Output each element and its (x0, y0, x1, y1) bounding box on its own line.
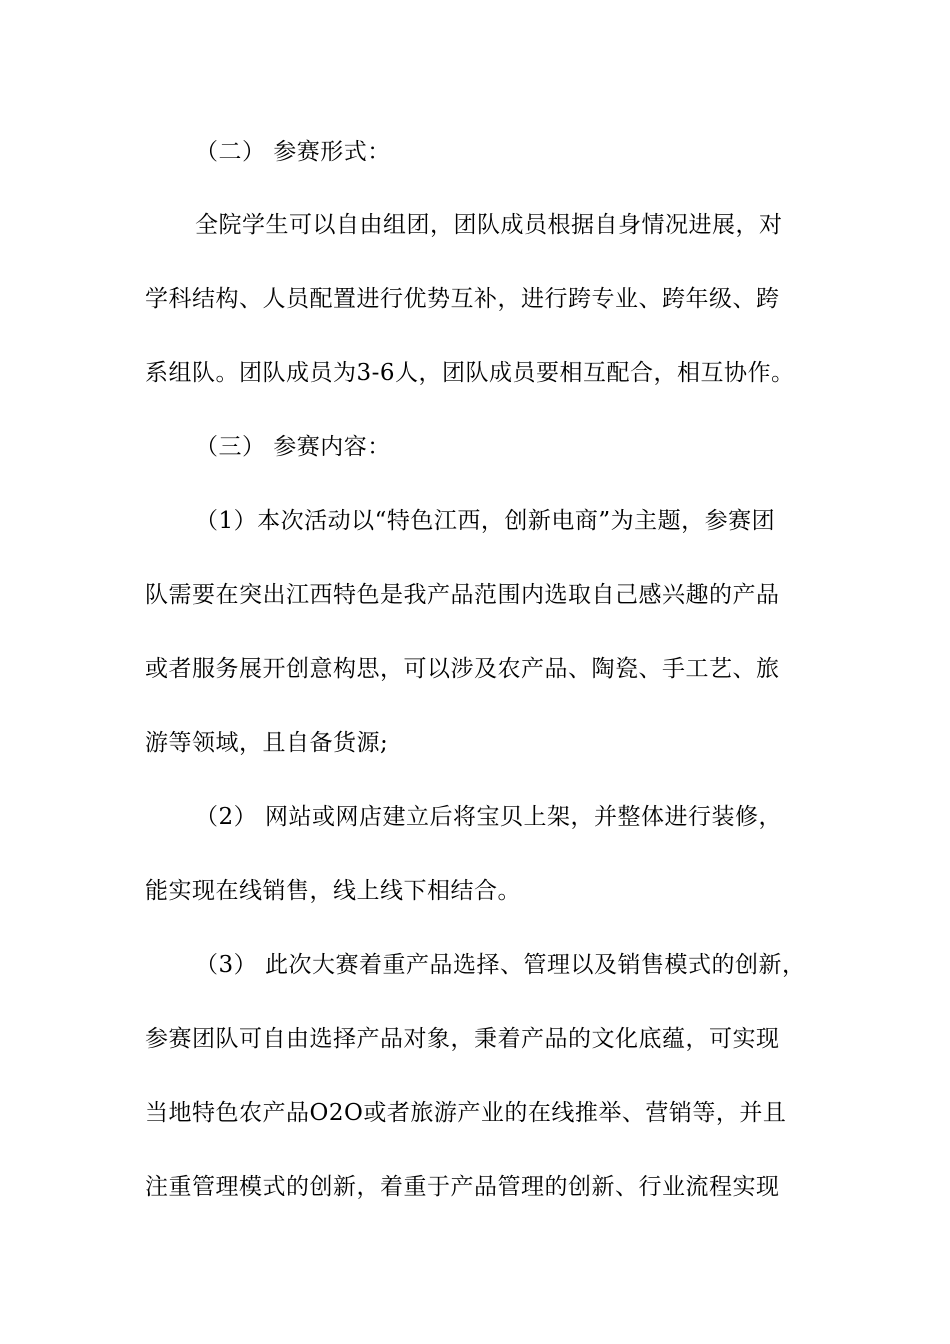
paragraph-line: 学科结构、人员配置进行优势互补，进行跨专业、跨年级、跨 (145, 286, 780, 312)
paragraph-line: 或者服务展开创意构思，可以涉及农产品、陶瓷、手工艺、旅 (145, 656, 780, 682)
paragraph-line: 游等领域，且自备货源; (145, 730, 389, 756)
paragraph-line: 队需要在突出江西特色是我产品范围内选取自己感兴趣的产品 (145, 582, 780, 608)
paragraph-line: 能实现在线销售，线上线下相结合。 (145, 878, 521, 904)
paragraph-line: 当地特色农产品O2O或者旅游产业的在线推举、营销等，并且 (145, 1100, 787, 1126)
paragraph-line: 注重管理模式的创新，着重于产品管理的创新、行业流程实现 (145, 1174, 780, 1200)
section-heading-format: （二） 参赛形式： (195, 139, 391, 165)
paragraph-line: （2） 网站或网店建立后将宝贝上架，并整体进行装修， (195, 804, 782, 830)
paragraph-line: 参赛团队可自由选择产品对象，秉着产品的文化底蕴，可实现 (145, 1026, 780, 1052)
paragraph-line: 全院学生可以自由组团，团队成员根据自身情况进展，对 (195, 212, 783, 238)
section-heading-content: （三） 参赛内容： (195, 434, 391, 460)
paragraph-line: 系组队。团队成员为3-6人，团队成员要相互配合，相互协作。 (145, 360, 795, 386)
paragraph-line: （3） 此次大赛着重产品选择、管理以及销售模式的创新， (195, 952, 806, 978)
paragraph-line: （1）本次活动以“特色江西，创新电商”为主题，参赛团 (195, 508, 776, 534)
